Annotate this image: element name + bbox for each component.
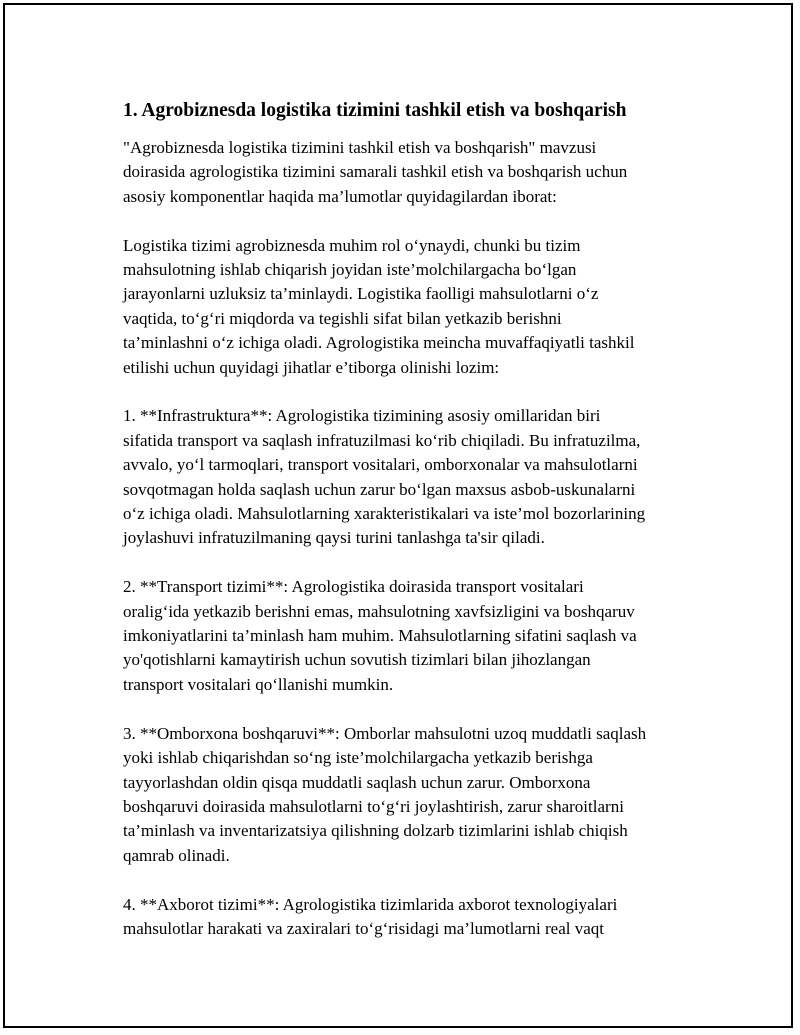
paragraph-transport-system: 2. **Transport tizimi**: Agrologistika doirasida transport vositalari oralig‘ida yetkazib berishni emas, mahsulotning xavfsizligini va boshqaruv imkoniyatlarini ta’minlash ham muhim. Mahsulotlarning sifatini saqlash va yo'qotishlarni kamaytirish uchun sovutish tizimlari bilan jihozlangan transport vositalari qo‘llanishi mumkin. (123, 577, 637, 694)
paragraph-logistics-role: Logistika tizimi agrobiznesda muhim rol o‘ynaydi, chunki bu tizim mahsulotning ishlab chiqarish joyidan iste’molchilargacha bo‘lgan jarayonlarni uzluksiz ta’minlaydi. Logistika faolligi mahsulotlarni o‘z vaqtida, to‘g‘ri miqdorda va tegishli sifat bilan yetkazib berishni ta’minlashni o‘z ichiga oladi. Agrologistika meincha muvaffaqiyatli tashkil etilishi uchun quyidagi jihatlar e’tiborga olinishi lozim: (123, 235, 635, 377)
paragraph-warehouse-management: 3. **Omborxona boshqaruvi**: Omborlar mahsulotni uzoq muddatli saqlash yoki ishlab chiqarishdan so‘ng iste’molchilargacha yetkazib berishga tayyorlashdan oldin qisqa muddatli saqlash uchun zarur. Omborxona boshqaruvi doirasida mahsulotlarni to‘g‘ri joylashtirish, zarur sharoitlarni ta’minlash va inventarizatsiya qilishning dolzarb tizimlarini ishlab chiqish qamrab olinadi. (123, 723, 647, 865)
page (3, 3, 793, 1028)
paragraph-infrastructure: 1. **Infrastruktura**: Agrologistika tizimining asosiy omillaridan biri sifatida transport va saqlash infratuzilmasi ko‘rib chiqiladi. Bu infratuzilma, avvalo, yo‘l tarmoqlari, transport vositalari, omborxonalar va mahsulotlarni sovqotmagan holda saqlash uchun zarur bo‘lgan maxsus asbob-uskunalarni o‘z ichiga oladi. Mahsulotlarning xarakteristikalari va iste’mol bozorlarining joylashuvi infratuzilmaning qaysi turini tanlashga ta'sir qiladi. (123, 406, 646, 548)
paragraph-information-system: 4. **Axborot tizimi**: Agrologistika tizimlarida axborot texnologiyalari mahsulotlar harakati va zaxiralari to‘g‘risidagi ma’lumotlarni real vaqt (123, 894, 618, 938)
section-heading: 1. Agrobiznesda logistika tizimini tashkil etish va boshqarish (123, 100, 627, 121)
document-body (123, 98, 703, 966)
paragraph-intro: "Agrobiznesda logistika tizimini tashkil etish va boshqarish" mavzusi doirasida agrologistika tizimini samarali tashkil etish va boshqarish uchun asosiy komponentlar haqida ma’lumotlar quyidagilardan iborat: (123, 138, 628, 206)
